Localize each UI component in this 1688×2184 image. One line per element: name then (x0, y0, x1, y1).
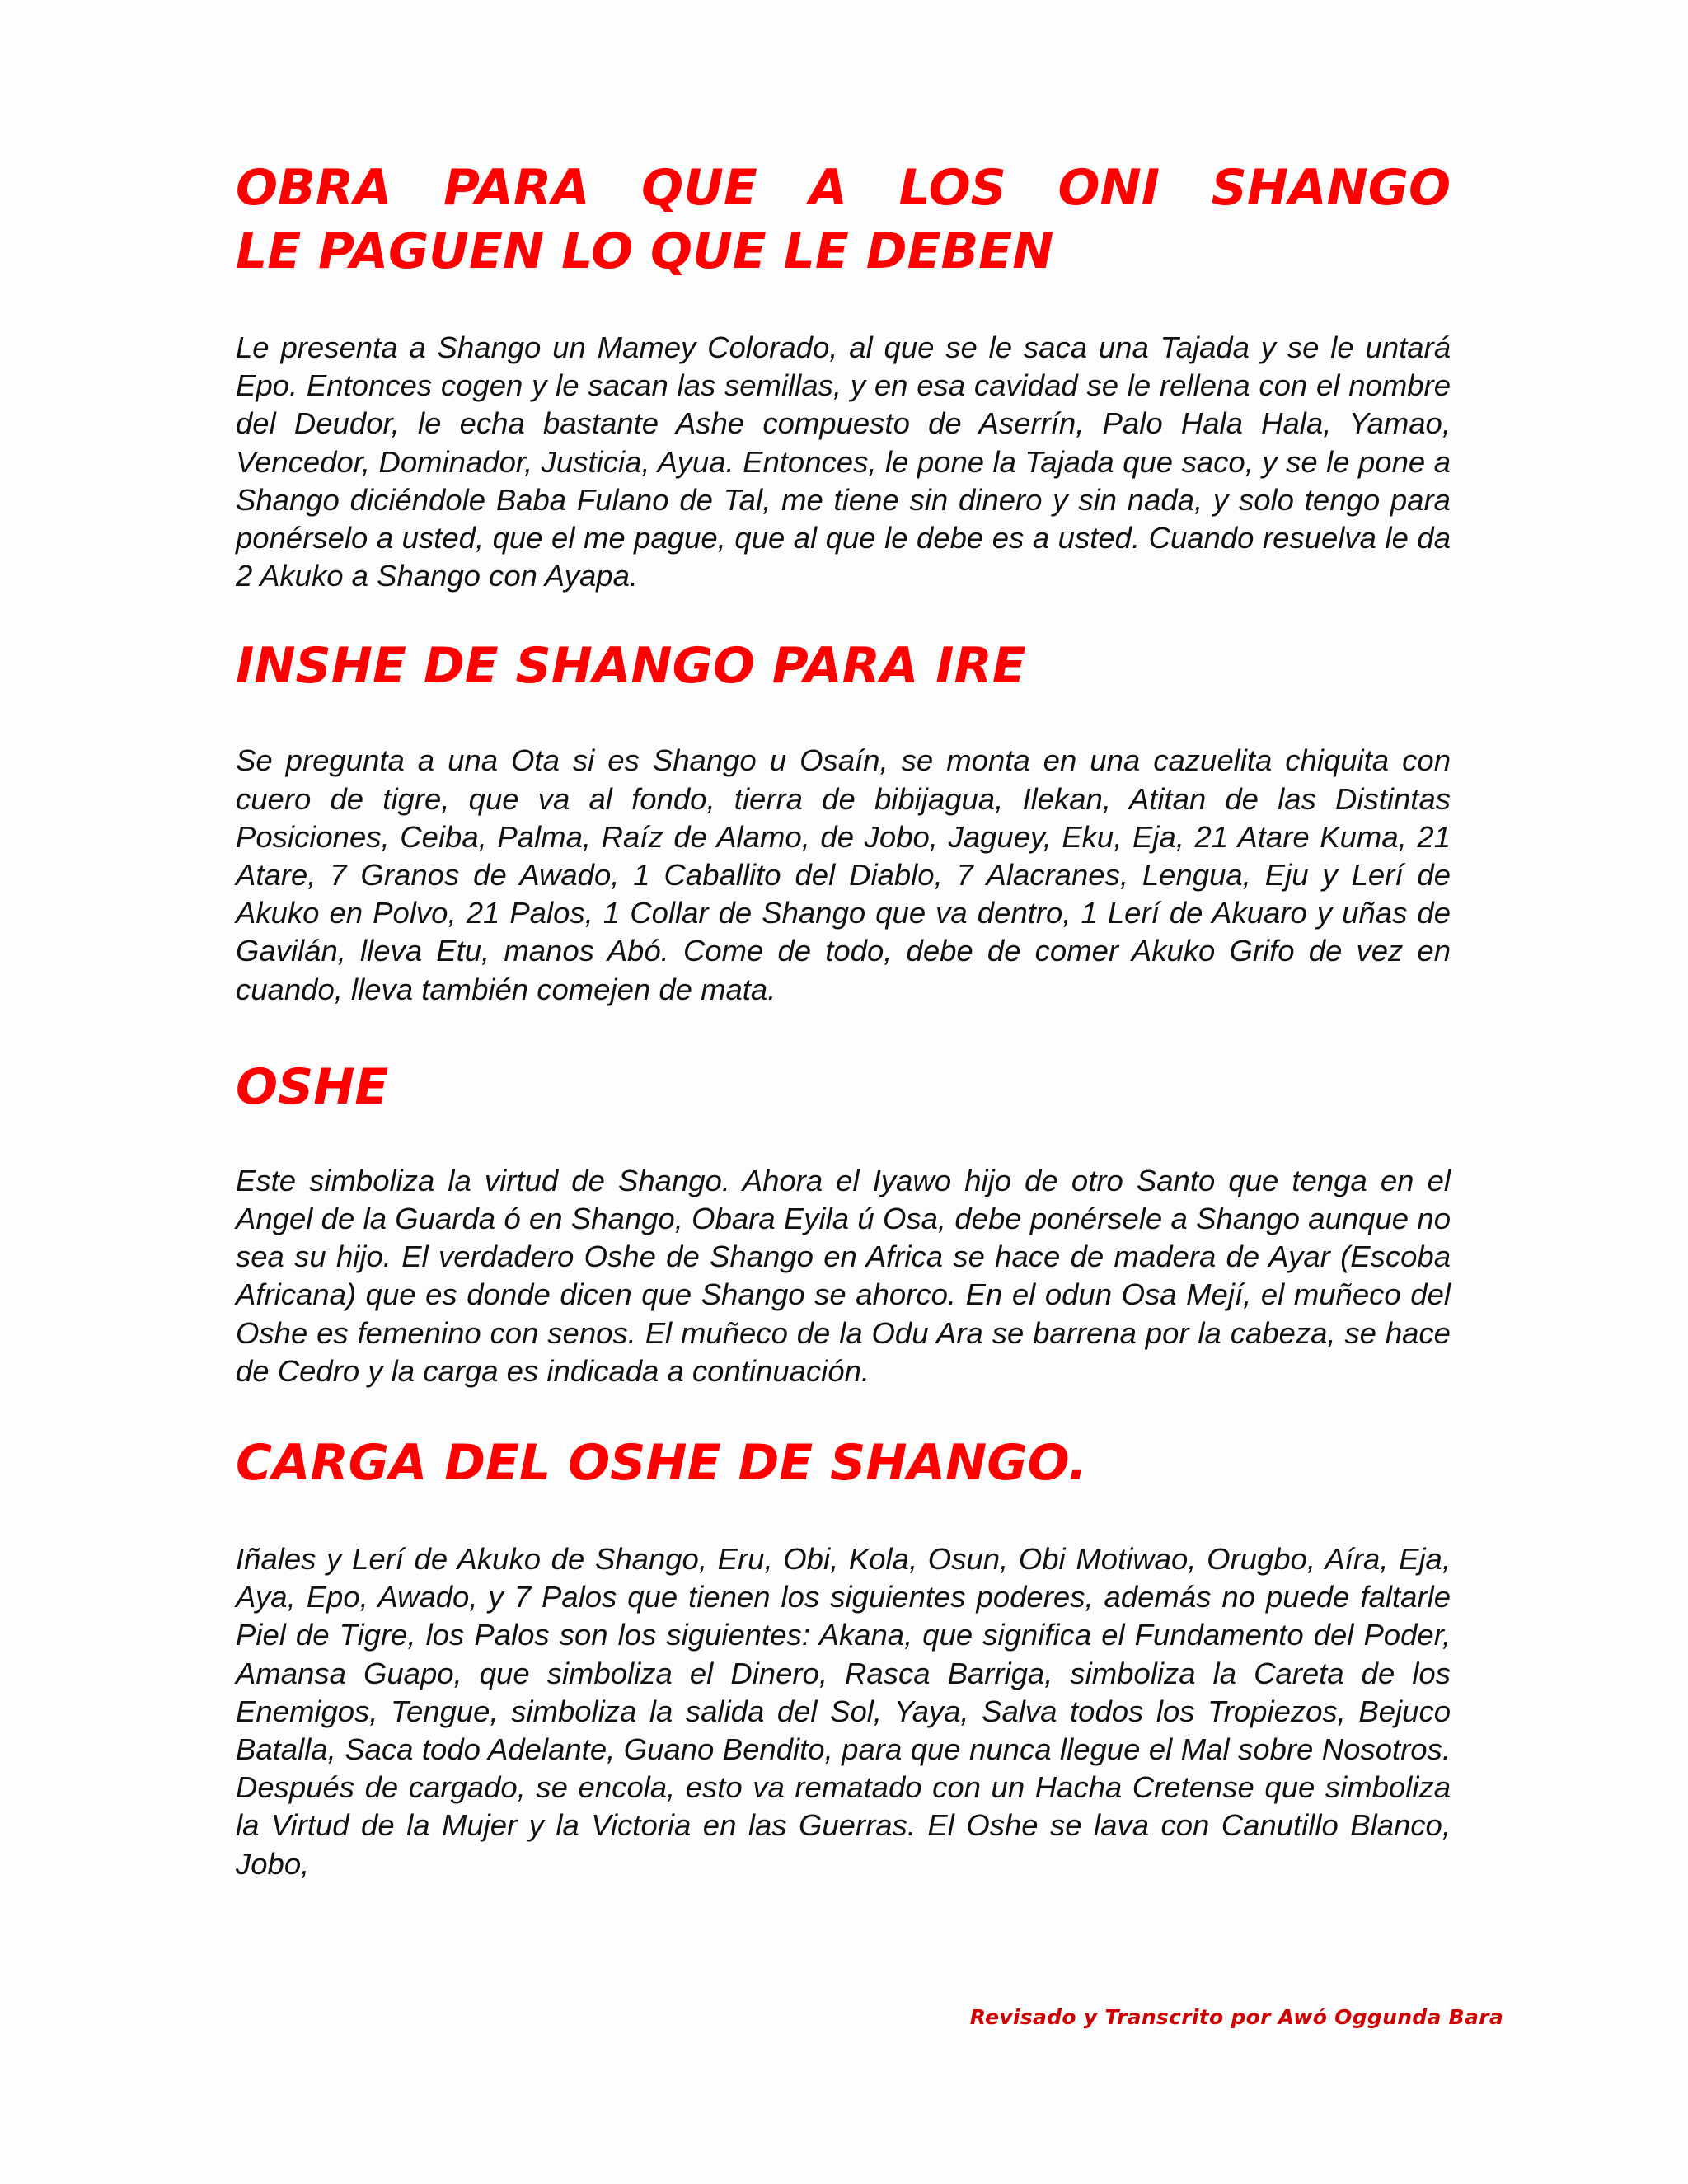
page-footer-credit: Revisado y Transcrito por Awó Oggunda Bara (969, 2005, 1503, 2029)
section-body-carga: Iñales y Lerí de Akuko de Shango, Eru, Obi, Kola, Osun, Obi Motiwao, Orugbo, Aíra, Eja, Aya, Epo, Awado, y 7 Palos que tienen los siguientes poderes, además no puede faltarle Piel de Tigre, los Palos son los siguientes: Akana, que significa el Fundamento del Poder, Amansa Guapo, que simboliza el Dinero, Rasca Barriga, simboliza la Careta de los Enemigos, Tengue, simboliza la salida del Sol, Yaya, Salva todos los Tropiezos, Bejuco Batalla, Saca todo Adelante, Guano Bendito, para que nunca llegue el Mal sobre Nosotros. Después de cargado, se encola, esto va rematado con un Hacha Cretense que simboliza la Virtud de la Mujer y la Victoria en las Guerras. El Oshe se lava con Canutillo Blanco, Jobo, (236, 1542, 1451, 1881)
section-heading-carga: CARGA DEL OSHE DE SHANGO. (236, 1434, 1087, 1493)
document-page (236, 157, 1451, 1883)
section-body-obra: Le presenta a Shango un Mamey Colorado, al que se le saca una Tajada y se le untará Epo. Entonces cogen y le sacan las semillas, y en esa cavidad se le rellena con el nombre del Deudor, le echa bastante Ashe compuesto de Aserrín, Palo Hala Hala, Yamao, Vencedor, Dominador, Justicia, Ayua. Entonces, le pone la Tajada que saco, y se le pone a Shango diciéndole Baba Fulano de Tal, me tiene sin dinero y sin nada, y solo tengo para ponérselo a usted, que el me pague, que al que le debe es a usted. Cuando resuelva le da 2 Akuko a Shango con Ayapa. (236, 330, 1451, 593)
section-body-oshe: Este simboliza la virtud de Shango. Ahora el Iyawo hijo de otro Santo que tenga en el Angel de la Guarda ó en Shango, Obara Eyila ú Osa, debe ponérsele a Shango aunque no sea su hijo. El verdadero Oshe de Shango en Africa se hace de madera de Ayar (Escoba Africana) que es donde dicen que Shango se ahorco. En el odun Osa Mejí, el muñeco del Oshe es femenino con senos. El muñeco de la Odu Ara se barrena por la cabeza, se hace de Cedro y la carga es indicada a continuación. (236, 1163, 1451, 1388)
section-body-inshe: Se pregunta a una Ota si es Shango u Osaín, se monta en una cazuelita chiquita con cuero de tigre, que va al fondo, tierra de bibijagua, Ilekan, Atitan de las Distintas Posiciones, Ceiba, Palma, Raíz de Alamo, de Jobo, Jaguey, Eku, Eja, 21 Atare Kuma, 21 Atare, 7 Granos de Awado, 1 Caballito del Diablo, 7 Alacranes, Lengua, Eju y Lerí de Akuko en Polvo, 21 Palos, 1 Collar de Shango que va dentro, 1 Lerí de Akuaro y uñas de Gavilán, lleva Etu, manos Abó. Come de todo, debe de comer Akuko Grifo de vez en cuando, lleva también comejen de mata. (236, 743, 1451, 1006)
heading-line-1: OBRA PARA QUE A LOS ONI SHANGO (236, 159, 1451, 217)
heading-line-2: LE PAGUEN LO QUE LE DEBEN (236, 223, 1054, 280)
section-heading-inshe: INSHE DE SHANGO PARA IRE (236, 637, 1026, 696)
section-heading-oshe: OSHE (236, 1057, 389, 1116)
section-heading-obra (236, 157, 1451, 284)
